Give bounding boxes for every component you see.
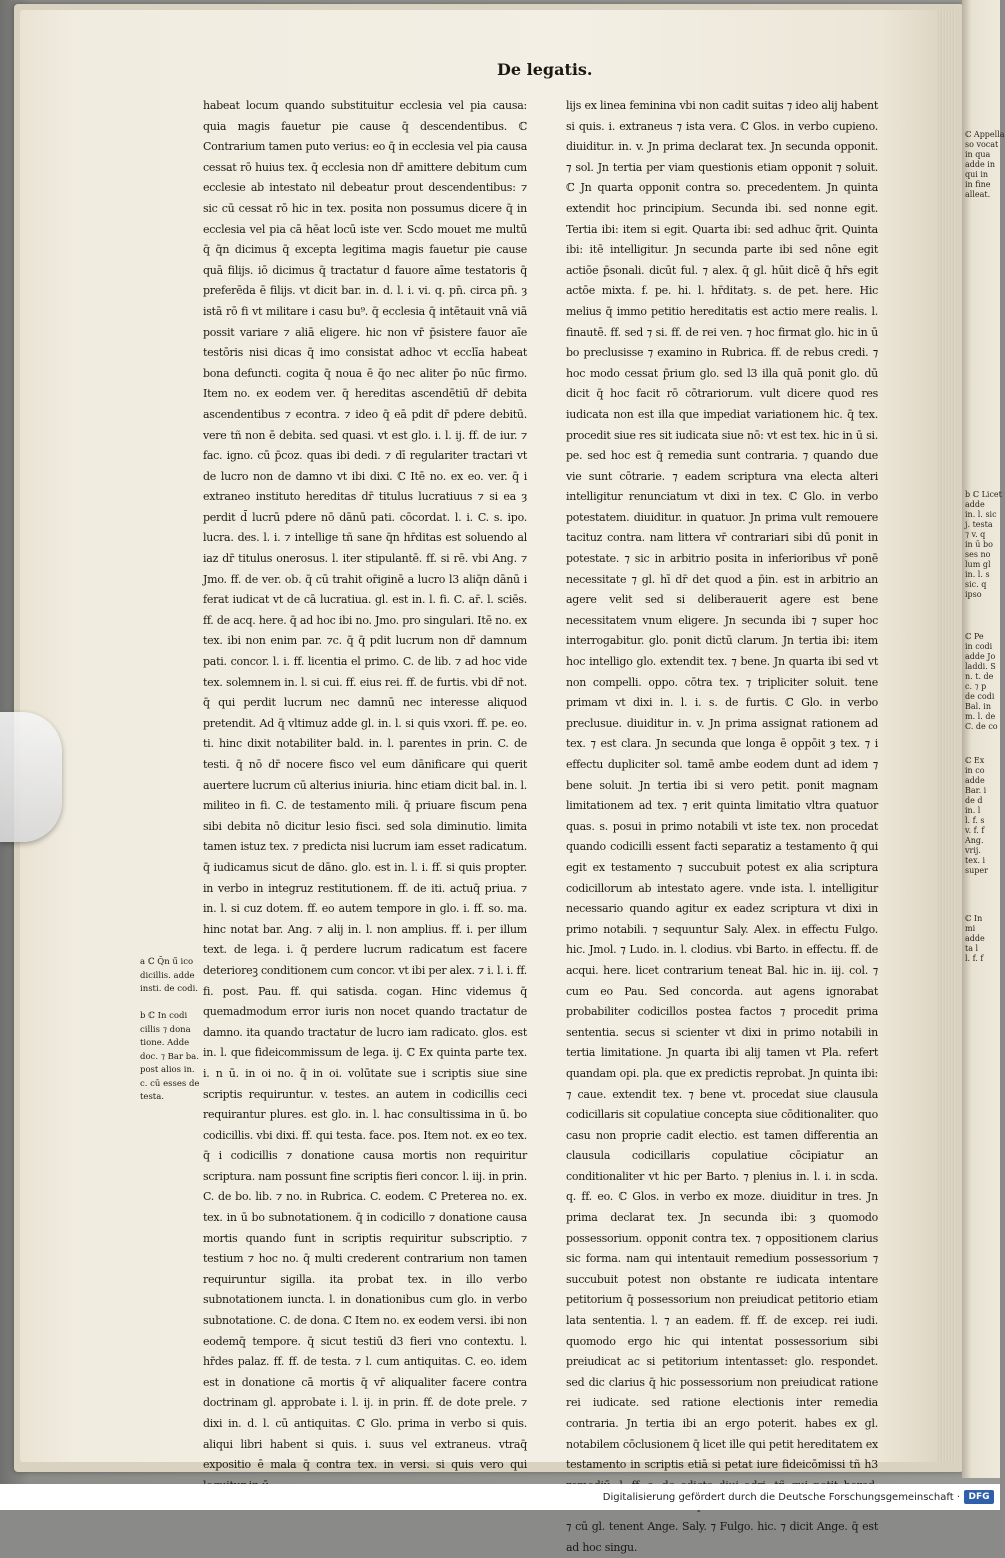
text-column-left: habeat locum quando substituitur ecclesia vel pia causa: quia magis fauetur pie cause q̄ descendentibus. ℂ Contrarium tamen puto verius: eo q̄ in ecclesia vel pia causa cessat rō huius tex. q̄ ecclesia non dr̄ amittere debitum cum ecclesie ab intestato nil debeatur prout descendentibus: ⁊ sic cū cessat rō hic in tex. posita non possumus dicere q̄ in ecclesia vel pia cā hēat locū iste ver. Scdo mouet me multū q̄ q̄n dicimus q̄ excepta legitima magis fauetur pie cause quā filijs. iō dicimus q̄ tractatur d fauore aīme testatoris q̄ preferēda ē filijs. vt dicit bar. in. d. l. i. vi. q. pn̄. circa pn̄. ȝ istā rō fi vt militare i casu bu⁹. q̄ ecclesia q̄ intētauit vnā viā possit variare ⁊ aliā eligere. hic non vr̄ p̄sistere fauor aīe testōris nisi dicas q̄ imo consistat adhoc vt ecclīa habeat bona defuncti. cogita q̄ noua ē q̄o nec aliter p̄o nūc firmo. Item no. ex eodem ver. q̄ hereditas ascendētiū dr̄ debita ascendentibus ⁊ econtra. ⁊ ideo q̄ eā pdit dr̄ pdere debitū. vere tñ non ē debita. sed quasi. vt est glo. i. l. ij. ff. de iur. ⁊ fac. igno. cū p̄coz. quas ibi dedi. ⁊ dī regulariter tractari vt de lucro non de damno vt ibi dixi. ℂ Itē no. ex eo. ver. q̄ i extraneo instituto hereditas dr̄ titulus lucratiuus ⁊ si ea ȝ perdit d̄ lucrū pdere nō dānū pati. cōcordat. l. i. C. s. ipo. lucra. des. l. i. ⁊ intellige tñ sane q̄n hr̄ditas est soluendo al iaz dr̄ titulus onerosus. l. iter stipulantē. ff. si rē. vbi Ang. ⁊ Jmo. ff. de ver. ob. q̄ cū trahit or̄iginē a lucro l3 aliq̄n dānū i ferat iudicat vt de cā lucratiua. gl. est in. l. fi. C. ar̄. l. sciēs. ff. de acq. here. q̄ ad hoc ibi no. Jmo. pro singulari. Itē no. ex tex. ibi non enim par. ⁊c. q̄ q̄ pdit lucrum non dr̄ damnum pati. concor. l. i. ff. licentia el primo. C. de lib. ⁊ ad hoc vide tex. solemnem in. l. si cui. ff. eius rei. ff. de furtis. vbi dr̄ not. q̄ qui perdit lucrum nec damnū nec interesse aliquod pretendit. Ad q̄ vltimuz adde gl. in. l. si quis vxori. ff. pe. eo. ti. hinc dixit notabiliter bald. in. l. parentes in prin. C. de testi. q̄ nō dr̄ nocere fisco vel eum dānificare qui querit auertere lucrum cū alterius iniuria. hinc etiam dicit bal. in. l. militeo in fi. C. de testamento mili. q̄ priuare fiscum pena sibi debita nō dicitur lesio fisci. sed sola diminutio. limita tamen istuz tex. ⁊ predicta nisi lucrum iam esset radicatum. q̄ iudicamus sicut de dāno. glo. est in. l. i. ff. si quis propter. in verbo in integruz restitutionem. ff. de iti. actuq̄ priua. ⁊ in. l. si cuz dotem. ff. eo autem tempore in glo. i. ff. so. ma. hinc notat bar. Ang. ⁊ alij in. l. non amplius. ff. i. per illum text. de lega. i. q̄ perdere lucrum radicatum est facere deterioreꝫ conditionem cum concor. vt ibi per alex. ⁊ i. l. i. ff. fi. post. Pau. ff. qui satisda. cogan. Hinc videmus q̄ quemadmodum error iuris non nocet quando tractatur de damno. ita quando tractatur de lucro iam radicato. glos. est in. l. que fideicommissum de lega. ij. ℂ Ex quinta parte tex. i. n ū. in oi no. q̄ in oi. volūtate sue i scriptis siue sine scriptis requiruntur. v. testes. an autem in codicillis ceci requirantur plures. est glo. in. l. hac consultissima in ū. bo codicillis. vbi dixi. ff. qui testa. face. pos. Item not. ex eo tex. q̄ i codicillis ⁊ donatione causa mortis non requiritur scriptura. nam possunt fine scriptis fieri concor. l. iij. in prin. C. de bo. lib. ⁊ no. in Rubrica. C. eodem. ℂ Preterea no. ex. tex. in ū bo subnotationem. q̄ in codicillo ⁊ donatione causa mortis quando funt in scriptis requiritur subscriptio. ⁊ testium ⁊ hoc no. q̄ multi crederent contrarium non tamen requiruntur sigilla. ita probat tex. in illo verbo subnotationem iuncta. l. in donationibus cum glo. in verbo subnotatione. C. de dona. ℂ Item no. ex eodem versi. ibi non eodemq̄ tempore. q̄ sicut testiū d3 fieri vno contextu. l. hr̄des palaz. ff. ff. de testa. ⁊ l. cum antiquitas. C. eo. idem est in donatione cā mortis q̄ vr̄ aliqualiter facere contra doctrinam gl. approbate i. l. ij. in prin. ff. de dote prele. ⁊ dixi in. d. l. cū antiquitas. ℂ Glo. prima in verbo si quis. aliqui libri habent si quis. i. suus vel extraneus. vtraq̄ expositio ē mala q̄ contra tex. in versi. si quis vero qui: [203, 99, 528, 1472]
dfg-logo: DFG: [964, 1490, 994, 1504]
facing-note-2: b ℂ Licet adde in. l. sic j. testa ⁊ v. q in ū bo ses no lum gl in. l. s sic. q ipso: [965, 490, 1002, 599]
page-holder-clip: [0, 712, 62, 842]
facing-note-3: ℂ Pe in codi adde Jo laddi. S n. t. de c. ⁊ p de codi Bal. in m. l. de C. de co: [965, 632, 998, 731]
margin-note-b: b ℂ In codi cillis ⁊ dona tione. Adde doc. ⁊ Bar ba. post alios in. c. cū esses de testa.: [140, 1011, 200, 1102]
margin-note-a: a ℂ Q̄n ū̄ ico dicillis. adde insti. de codi.: [140, 957, 199, 994]
facing-note-5: ℂ In mi adde ta l l. f. f: [965, 914, 985, 963]
footer-credit: Digitalisierung gefördert durch die Deutsche Forschungsgemeinschaft ·: [602, 1492, 960, 1503]
page-edge: [938, 10, 956, 1462]
facing-note-1: ℂ Appella so vocat in qua adde in qui in in fine alleat.: [965, 130, 1005, 199]
facing-page-edge: [962, 0, 1005, 1478]
facing-note-4: ℂ Ex in co adde Bar. i de d in. l l. f. s v. f. f Ang. vrij. tex. i super: [965, 756, 988, 875]
text-column-right: lijs ex linea feminina vbi non cadit suitas ⁊ ideo alij habent si quis. i. extraneus ⁊ ista vera. ℂ Glos. in verbo cupieno. diuiditur. in. v. Jn prima declarat tex. Jn secunda opponit. ⁊ sol. Jn tertia per viam questionis etiam opponit ⁊ soluit. ℂ Jn quarta opponit contra so. precedentem. Jn quinta extendit hoc principium. Secunda ibi. sed nonne egit. Tertia ibi: item si egit. Quarta ibi: sed adhuc q̄rit. Quinta ibi: itē intelligitur. Jn secunda parte ibi sed nōne egit actiōe p̄sonali. dicūt ful. ⁊ alex. q̄ gl. hūit dicē q̄ hr̄s egit actōe mixta. f. pe. hi. l. hr̄ditatȝ. s. de pet. here. Hic melius q̄ immo petitio hereditatis est actio mere realis. l. finautē. ff. sed ⁊ si. ff. de rei ven. ⁊ hoc firmat glo. hic in ū bo preclusisse ⁊ examino in Rubrica. ff. de rebus credi. ⁊ hoc modo cessat p̄rium glo. sed l3 illa quā ponit glo. dū dicit q̄ hoc facit rō cōtrariorum. vult dicere quod res iudicata non est illa que impediat variationem hic. q̄ tex. procedit siue res sit iudicata siue nō: vt est tex. hic in ū si. pe. sed hoc est q̄ remedia sunt contraria. ⁊ quando due vie sunt cōtrarie. ⁊ eadem scriptura vna electa alteri intelligitur renunciatum vt dixi in tex. ℂ Glo. in verbo potestatem. diuiditur. in quatuor. Jn prima vult remouere tacituz contra. nam littera vr̄ contrariari sibi dū ponit in potestate. ⁊ sic in arbitrio posita in inferioribus vr̄ ponē necessitate ⁊ gl. hī dr̄ det quod a p̄in. est in arbitrio an agere velit sed si deliberauerit agere est bene necessitatem vnum eligere. Jn secunda ibi ⁊ super hoc interrogabitur. glo. ponit dictū clarum. Jn tertia ibi: item hoc intelligo glo. extendit tex. ⁊ bene. Jn quarta ibi sed vt non compelli. oppo. cōtra tex. ⁊ tripliciter soluit. tene primam vt dixi in. l. i. s. de furtis. ℂ Glo. in verbo preclusue. diuiditur in. v. Jn prima assignat rationem ad tex. ⁊ est clara. Jn secunda que longa ē oppōit ȝ tex. ⁊ i effectu dupliciter sol. tamē ambe eodem dunt ad idem ⁊ bene soluit. Jn tertia ibi si vero petit. ponit magnam limitationem ad tex. ⁊ erit quinta limitatio vltra quatuor quas. s. posui in primo notabili vt iste tex. non procedat quando codicilli essent facti separatiz a testamento q̄ qui egit ex testamento ⁊ succubuit potest ex alia scriptura codicillorum ab intestato agere. vnde ista. l. intelligitur necessario quando agitur ex eadez scriptura vt dixi in primo notabili. ⁊ sequuntur Saly. Alex. in effectu Fulgo. hic. Jmol. ⁊ Ludo. in. l. clodius. vbi Barto. in effectu. ff. de acqui. here. licet contrarium teneat Bal. hic in. iij. col. ⁊ cum eo Pau. Sed concorda. aut agens ignorabat probabiliter codicillos postea factos ⁊ procedit prima sententia. secus si scienter vt dixi in primo notabili in tertia limitatione. Jn quarta ibi alij tamen vt Pla. refert quandam opi. pla. que ex predictis reprobat. Jn quinta ibi: ⁊ caue. extendit tex. ⁊ bene vt. procedat siue clausula codicillaris sit copulatiue concepta siue cōditionaliter. quo casu non proprie cadit electio. est tamen differentia an clausula codicillaris copulatiue cōcipiatur an conditionaliter vt hic per Barto. ⁊ plenius in. l. i. in scda. q. ff. eo. ℂ Glos. in verbo ex moze. diuiditur in tres. Jn prima declarat tex. Jn secunda ibi: ȝ quomodo possessorium. opponit contra tex. ⁊ oppositionem clarius sic forma. nam qui intentauit remedium possessorium ⁊ succubuit potest non obstante re iudicata intentare petitorium q̄ possessorium non preiudicat petitorio etiam lata sententia. l. ⁊ an eadem. ff. ff. de excep. rei iudi. quomodo ergo hic qui intentat possessorium sibi preiudicat ac si petitorium intentasset: glo. respondet. sed dic clarius q̄ hic possessorium non preiudicat ratione rei iudicate. sed ratione electionis inter remedia contraria. Jn tertia ibi an ergo poterit. habes ex gl. notabilem cōclusionem q̄ licet ille qui petit hereditatem ex testamento in scriptis etiā si petat iure fideicōmissi tñ h3 ⁊ cū gl. tenent Ange. Saly. ⁊ Fulgo. hic. ⁊ dicit Ange. q̄ est ad hoc singu.: [566, 99, 878, 1554]
running-head: De legatis.: [497, 60, 593, 79]
